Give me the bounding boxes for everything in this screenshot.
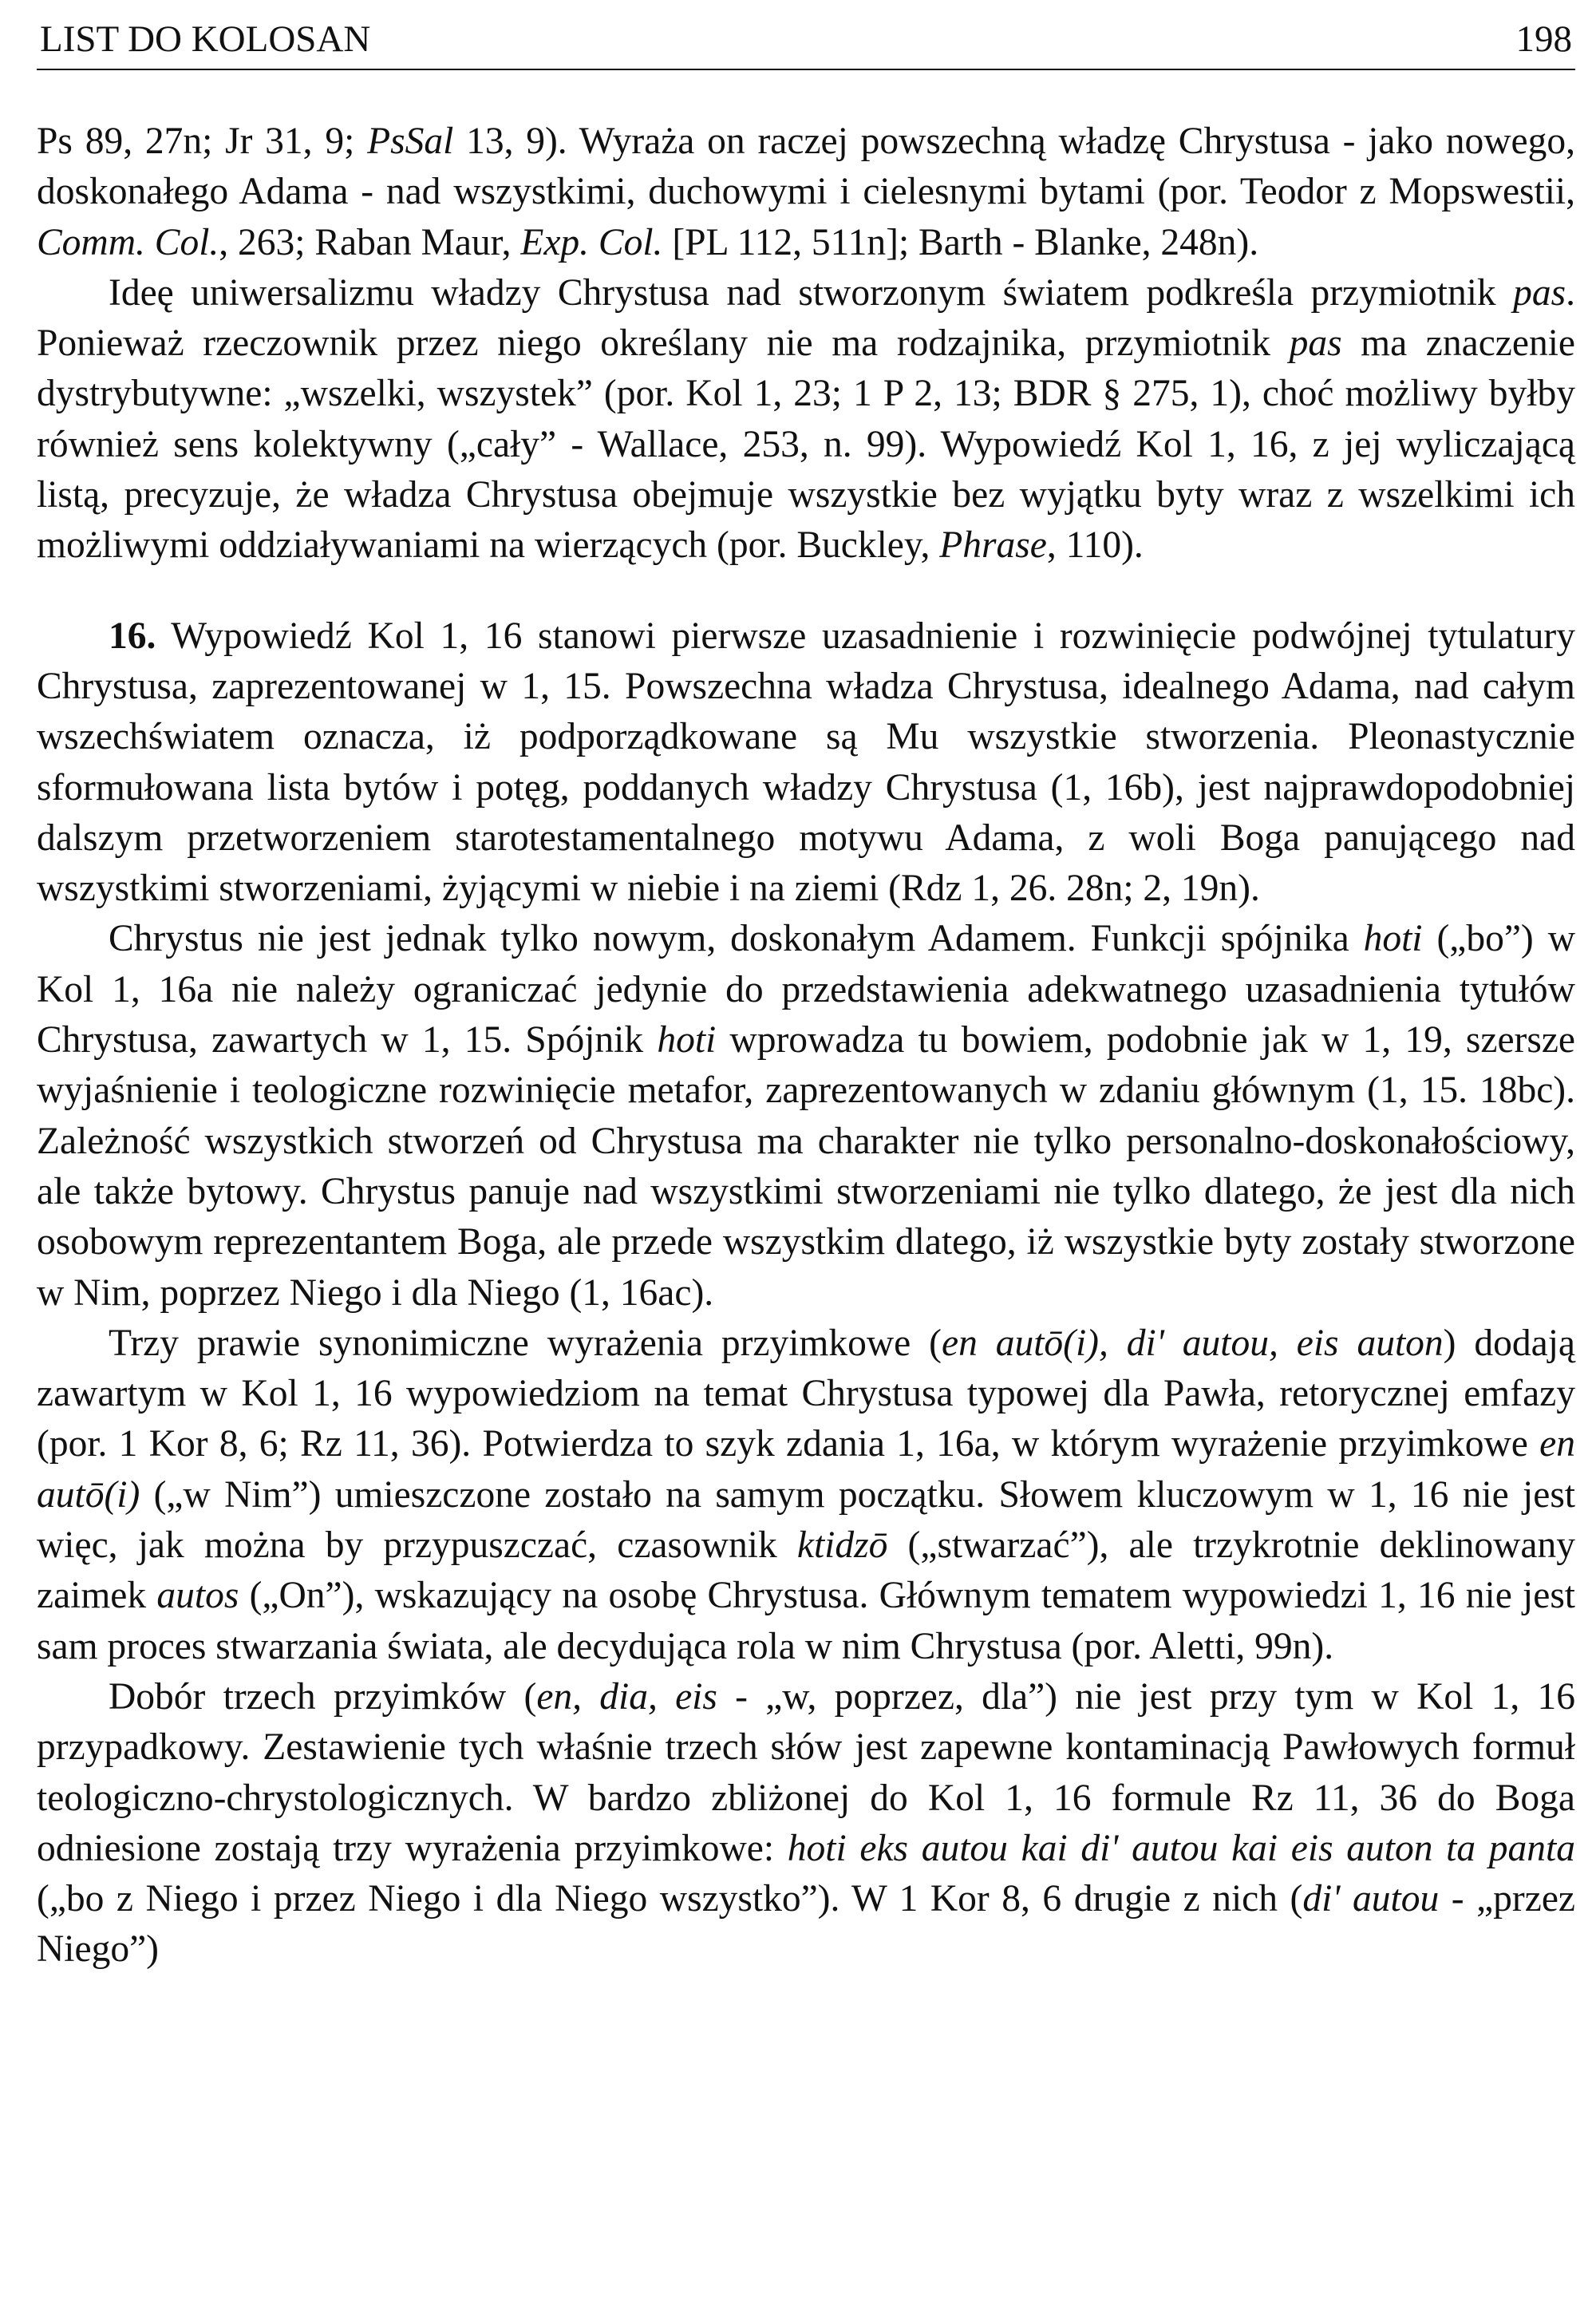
running-title: LIST DO KOLOSAN [40,18,371,60]
text-run: ) dodają zawartym w Kol 1, 16 wypowiedziom na temat Chrystusa typowej dla Pawła, retorycznej emfazy (por. 1 Kor 8, 6; Rz 11, 36). Potwierdza to szyk zdania 1, 16a, w którym wyrażenie przyimkowe [37,1322,1575,1465]
text-run: - „przez Niego”) [37,1878,1575,1971]
text-run: („On”), wskazujący na osobę Chrystusa. Głównym tematem wypowiedzi 1, 16 nie jest sam proces stwarzania świata, ale decydująca rola w nim Chrystusa (por. Aletti, 99n). [37,1575,1575,1667]
text-run: Wypowiedź Kol 1, 16 stanowi pierwsze uzasadnienie i rozwinięcie podwójnej tytulatury Chrystusa, zaprezentowanej w 1, 15. Powszechna władza Chrystusa, idealnego Adama, nad całym wszechświatem oznacza, iż podporządkowane są Mu wszystkie stworzenia. Pleonastycznie sformułowana lista bytów i potęg, poddanych władzy Chrystusa (1, 16b), jest najprawdopodobniej dalszym przetworzeniem starotestamentalnego motywu Adama, z woli Boga panującego nad wszystkimi stworzeniami, żyjącymi w niebie i na ziemi (Rdz 1, 26. 28n; 2, 19n). [37,615,1575,910]
paragraph [37,611,1575,915]
paragraph [37,1672,1575,1975]
text-run: [PL 112, 511n]; Barth - Blanke, 248n). [662,221,1259,263]
italic-term: PsSal [367,121,454,162]
italic-term: pas [1289,322,1342,365]
italic-term: di' autou [1302,1878,1440,1920]
text-run: („bo”) w Kol 1, 16a nie należy ograniczać jedynie do przedstawienia adekwatnego uzasadnienia tytułów Chrystusa, zawartych w 1, 15. Spójnik [37,918,1575,1062]
italic-term: autos [156,1575,239,1617]
text-run: , 110). [1046,524,1144,567]
italic-term: Phrase [939,524,1047,567]
italic-term: Exp. Col. [520,221,663,263]
text-run: Ideę uniwersalizmu władzy Chrystusa nad stworzonym światem podkreśla przymiotnik [109,271,1514,314]
italic-term: en autō(i) [37,1423,1575,1516]
text-run: , 263; Raban Maur, [219,221,521,263]
italic-term: hoti [657,1019,717,1062]
italic-term: Comm. Col. [37,221,219,263]
italic-term: en autō(i), di' autou, eis auton [941,1322,1444,1364]
italic-term: pas [1513,271,1566,314]
text-run: Chrystus nie jest jednak tylko nowym, doskonałym Adamem. Funkcji spójnika [109,918,1364,960]
running-header [37,16,1575,70]
verse-number: 16. [109,615,156,657]
italic-term: hoti eks autou kai di' autou kai eis auton ta panta [787,1827,1575,1869]
text-run: („stwarzać”), ale trzykrotnie deklinowany zaimek [37,1524,1576,1617]
text-run: Dobór trzech przyimków ( [109,1675,537,1718]
page-number: 198 [1515,18,1572,60]
text-run: - „w, poprzez, dla”) nie jest przy tym w Kol 1, 16 przypadkowy. Zestawienie tych właśnie trzech słów jest zapewne kontaminacją Pawłowych formuł teologiczno-chrystologicznych. W bardzo zbliżonej do Kol 1, 16 formule Rz 11, 36 do Boga odniesione zostają trzy wyrażenia przyimkowe: [37,1675,1575,1869]
italic-term: hoti [1363,918,1423,960]
text-run: wprowadza tu bowiem, podobnie jak w 1, 19, szersze wyjaśnienie i teologiczne rozwinięcie metafor, zaprezentowanych w zdaniu głównym (1, 15. 18bc). Zależność wszystkich stworzeń od Chrystusa ma charakter nie tylko personalno-doskonałościowy, ale także bytowy. Chrystus panuje nad wszystkimi stworzeniami nie tylko dlatego, że jest dla nich osobowym reprezentantem Boga, ale przede wszystkim dlatego, iż wszystkie byty zostały stworzone w Nim, poprzez Niego i dla Niego (1, 16ac). [37,1019,1576,1314]
paragraph [37,1319,1575,1672]
italic-term: en, dia, eis [536,1675,717,1718]
text-run: („w Nim”) umieszczone zostało na samym początku. Słowem kluczowym w 1, 16 nie jest więc, jak można by przypuszczać, czasownik [37,1473,1575,1567]
text-run: Ps 89, 27n; Jr 31, 9; [37,121,368,162]
italic-term: ktidzō [796,1524,888,1567]
paragraph [37,268,1575,571]
text-run: Trzy prawie synonimiczne wyrażenia przyimkowe ( [109,1322,942,1364]
body-text [37,117,1575,1975]
text-run: 13, 9). Wyraża on raczej powszechną władzę Chrystusa - jako nowego, doskonałego Adama - nad wszystkimi, duchowymi i cielesnymi bytami (por. Teodor z Mopswestii, [37,121,1576,213]
book-page [37,16,1575,1975]
paragraph [37,914,1575,1318]
text-run: ma znaczenie dystrybutywne: „wszelki, wszystek” (por. Kol 1, 23; 1 P 2, 13; BDR § 275, 1), choć możliwy byłby również sens kolektywny („cały” - Wallace, 253, n. 99). Wypowiedź Kol 1, 16, z jej wyliczającą listą, precyzuje, że władza Chrystusa obejmuje wszystkie bez wyjątku byty wraz z wszelkimi ich możliwymi oddziaływaniami na wierzących (por. Buckley, [37,322,1575,567]
paragraph [37,117,1575,268]
text-run: („bo z Niego i przez Niego i dla Niego wszystko”). W 1 Kor 8, 6 drugie z nich ( [37,1878,1303,1920]
text-run: . Ponieważ rzeczownik przez niego określany nie ma rodzajnika, przymiotnik [37,271,1575,365]
